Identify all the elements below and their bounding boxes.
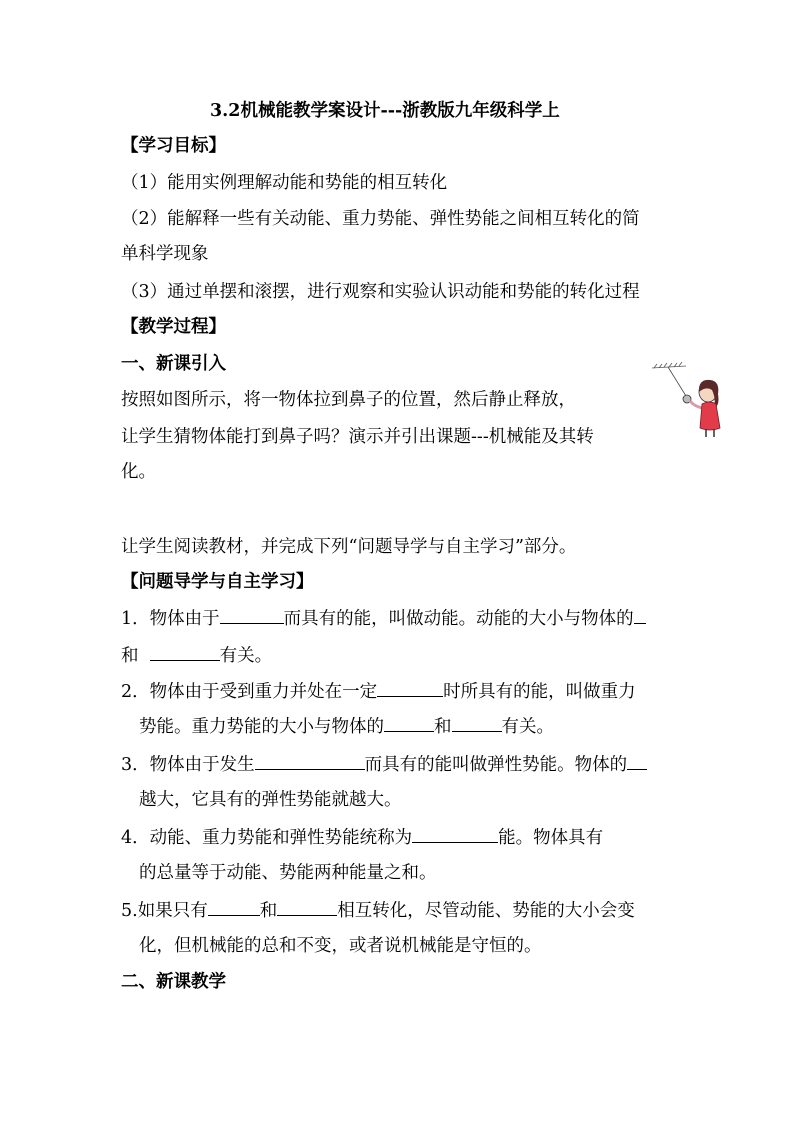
question-3-line-1 [121, 752, 647, 777]
question-text: 5.如果只有 [121, 901, 208, 921]
question-text: 3．物体由于发生 [121, 755, 255, 775]
question-4-line-2 [139, 861, 437, 885]
answer-blank[interactable] [384, 714, 434, 732]
question-1-line-2 [121, 643, 272, 668]
answer-blank[interactable] [277, 898, 337, 916]
question-4-line-1 [121, 825, 603, 850]
question-text: 能。物体具有 [498, 828, 604, 848]
answer-blank[interactable] [377, 679, 443, 697]
question-3-line-2 [139, 788, 402, 812]
objective-item: 单科学现象 [121, 244, 209, 264]
question-text: 时所具有的能，叫做重力 [443, 682, 636, 702]
intro-line: 化。 [121, 462, 156, 482]
question-text: 而具有的能，叫做动能。动能的大小与物体的 [283, 609, 634, 629]
question-2-line-1 [121, 679, 636, 704]
question-text: 越大，它具有的弹性势能就越大。 [139, 790, 402, 810]
intro-line: 按照如图所示，将一物体拉到鼻子的位置，然后静止释放， [121, 390, 576, 410]
self-study-heading: 【问题导学与自主学习】 [121, 572, 314, 592]
reading-instruction: 让学生阅读教材，并完成下列“问题导学与自主学习”部分。 [121, 537, 577, 557]
question-text: 和 [259, 901, 278, 921]
objective-item: （1）能用实例理解动能和势能的相互转化 [121, 173, 448, 193]
question-text: 4．动能、重力势能和弹性势能统称为 [121, 828, 413, 848]
question-text: 而具有的能叫做弹性势能。物体的 [364, 755, 628, 775]
question-text: 有关。 [219, 646, 273, 666]
question-text: 1．物体由于 [121, 609, 220, 629]
question-5-line-2 [139, 934, 542, 958]
question-text: 相互转化，尽管动能、势能的大小会变 [337, 901, 635, 921]
answer-blank[interactable] [412, 825, 498, 843]
answer-blank[interactable] [220, 606, 284, 624]
question-5-line-1 [121, 898, 635, 923]
teaching-heading: 二、新课教学 [121, 972, 226, 992]
question-text: 和 [434, 717, 452, 737]
question-text: 和 [121, 646, 139, 666]
pendulum-girl-illustration [650, 362, 730, 438]
question-1-line-1 [121, 606, 646, 631]
question-2-line-2 [139, 714, 554, 739]
intro-line: 让学生猜物体能打到鼻子吗？演示并引出课题---机械能及其转 [121, 427, 594, 447]
objective-item: （2）能解释一些有关动能、重力势能、弹性势能之间相互转化的简 [121, 209, 640, 229]
question-text: 有关。 [501, 717, 554, 737]
answer-blank[interactable] [150, 643, 220, 661]
objective-item: （3）通过单摆和滚摆，进行观察和实验认识动能和势能的转化过程 [121, 282, 640, 302]
question-text: 化，但机械能的总和不变，或者说机械能是守恒的。 [139, 936, 542, 956]
objectives-heading: 【学习目标】 [121, 136, 226, 156]
answer-blank[interactable] [452, 714, 502, 732]
answer-blank[interactable] [255, 752, 365, 770]
page-title: 3.2机械能教学案设计---浙教版九年级科学上 [210, 101, 560, 121]
question-text: 的总量等于动能、势能两种能量之和。 [139, 863, 437, 883]
question-text: 势能。重力势能的大小与物体的 [139, 717, 384, 737]
answer-blank[interactable] [208, 898, 260, 916]
answer-blank[interactable] [627, 752, 647, 770]
process-heading: 【教学过程】 [121, 317, 226, 337]
question-text: 2．物体由于受到重力并处在一定 [121, 682, 378, 702]
intro-heading: 一、新课引入 [121, 354, 226, 374]
answer-blank[interactable] [634, 606, 646, 624]
